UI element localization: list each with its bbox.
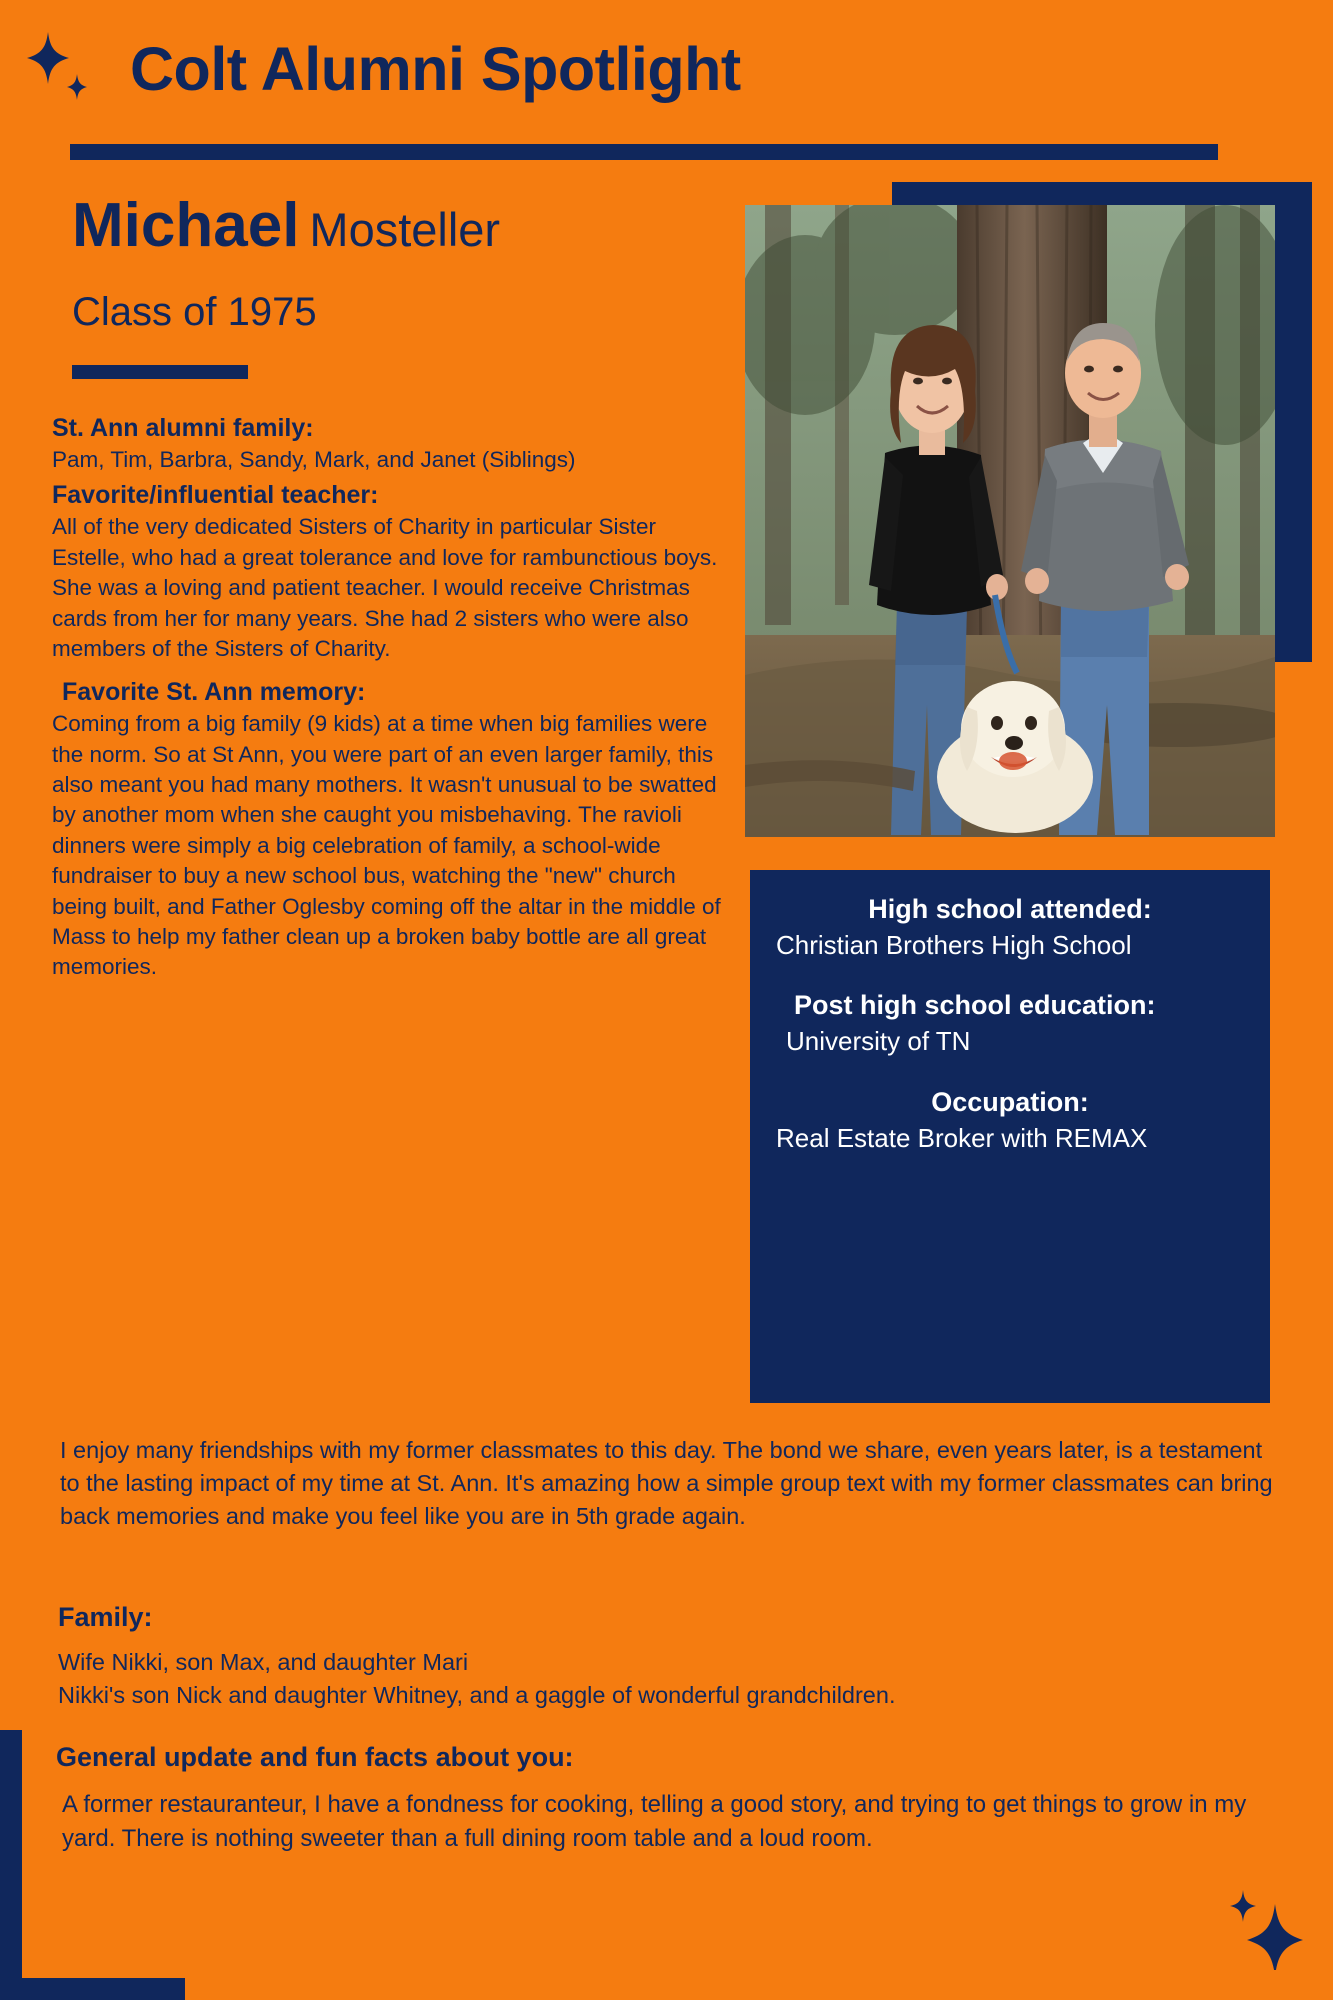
info-heading-post-education: Post high school education: bbox=[794, 990, 1156, 1021]
qa-body: Pam, Tim, Barbra, Sandy, Mark, and Janet (Siblings) bbox=[52, 447, 576, 472]
info-value-post-education: University of TN bbox=[786, 1026, 971, 1057]
general-update-body: A former restauranteur, I have a fondness for cooking, telling a good story, and trying to get things to grow in my yard. There is nothing sweeter than a full dining room table and a loud room. bbox=[62, 1791, 1247, 1853]
family-body bbox=[58, 1646, 1288, 1712]
name-divider bbox=[72, 365, 248, 379]
info-value-occupation: Real Estate Broker with REMAX bbox=[776, 1122, 1148, 1153]
info-heading-high-school: High school attended: bbox=[868, 894, 1152, 924]
qa-block-teacher bbox=[52, 481, 732, 664]
qa-body: Coming from a big family (9 kids) at a time when big families were the norm. So at St Ann, you were part of an even larger family, this also meant you had many mothers. It wasn't unusual to be swatted by another mom when she caught you misbehaving. The ravioli dinners were simply a big celebration of family, a school-wide fundraiser to buy a new school bus, watching the "new" church being built, and Father Oglesby coming off the altar in the middle of Mass to help my father clean up a broken baby bottle are all great memories. bbox=[52, 711, 721, 980]
header-divider bbox=[70, 144, 1218, 160]
family-line-1: Wife Nikki, son Max, and daughter Mari bbox=[58, 1649, 469, 1675]
info-box bbox=[750, 870, 1270, 1403]
info-heading-occupation: Occupation: bbox=[931, 1086, 1089, 1117]
page-title: Colt Alumni Spotlight bbox=[130, 35, 741, 103]
sparkle-icon bbox=[22, 28, 92, 108]
last-name: Mosteller bbox=[309, 203, 501, 256]
poster-header bbox=[0, 0, 1333, 168]
info-value-high-school: Christian Brothers High School bbox=[776, 930, 1132, 960]
first-name: Michael bbox=[72, 191, 300, 260]
qa-body: All of the very dedicated Sisters of Charity in particular Sister Estelle, who had a great tolerance and love for rambunctious boys. She was a loving and patient teacher. I would receive Christmas cards from her for many years. She had 2 sisters who were also members of the Sisters of Charity. bbox=[52, 514, 718, 661]
friendship-paragraph: I enjoy many friendships with my former classmates to this day. The bond we share, even years later, is a testament to the lasting impact of my time at St. Ann. It's amazing how a simple group text with my former classmates can bring back memories and make you feel like you are in 5th grade again. bbox=[60, 1437, 1273, 1529]
left-content-column bbox=[52, 414, 732, 997]
qa-block-memory bbox=[52, 678, 732, 982]
friendship-paragraph-block bbox=[52, 1434, 1287, 1533]
class-year: Class of 1975 bbox=[72, 290, 317, 334]
alumnus-photo bbox=[745, 205, 1275, 837]
general-update-heading: General update and fun facts about you: bbox=[56, 1742, 574, 1772]
family-line-2: Nikki's son Nick and daughter Whitney, and a gaggle of wonderful grandchildren. bbox=[58, 1681, 896, 1708]
decor-navy-strip-bottom bbox=[0, 1978, 185, 2000]
family-heading: Family: bbox=[58, 1602, 153, 1632]
qa-block-alumni-family bbox=[52, 414, 732, 475]
qa-heading: St. Ann alumni family: bbox=[52, 414, 314, 442]
sparkle-icon bbox=[1221, 1870, 1311, 1970]
alumnus-name bbox=[72, 190, 500, 261]
qa-heading: Favorite St. Ann memory: bbox=[62, 678, 366, 707]
qa-heading: Favorite/influential teacher: bbox=[52, 481, 379, 510]
decor-navy-block-left-bottom bbox=[0, 1730, 22, 2000]
